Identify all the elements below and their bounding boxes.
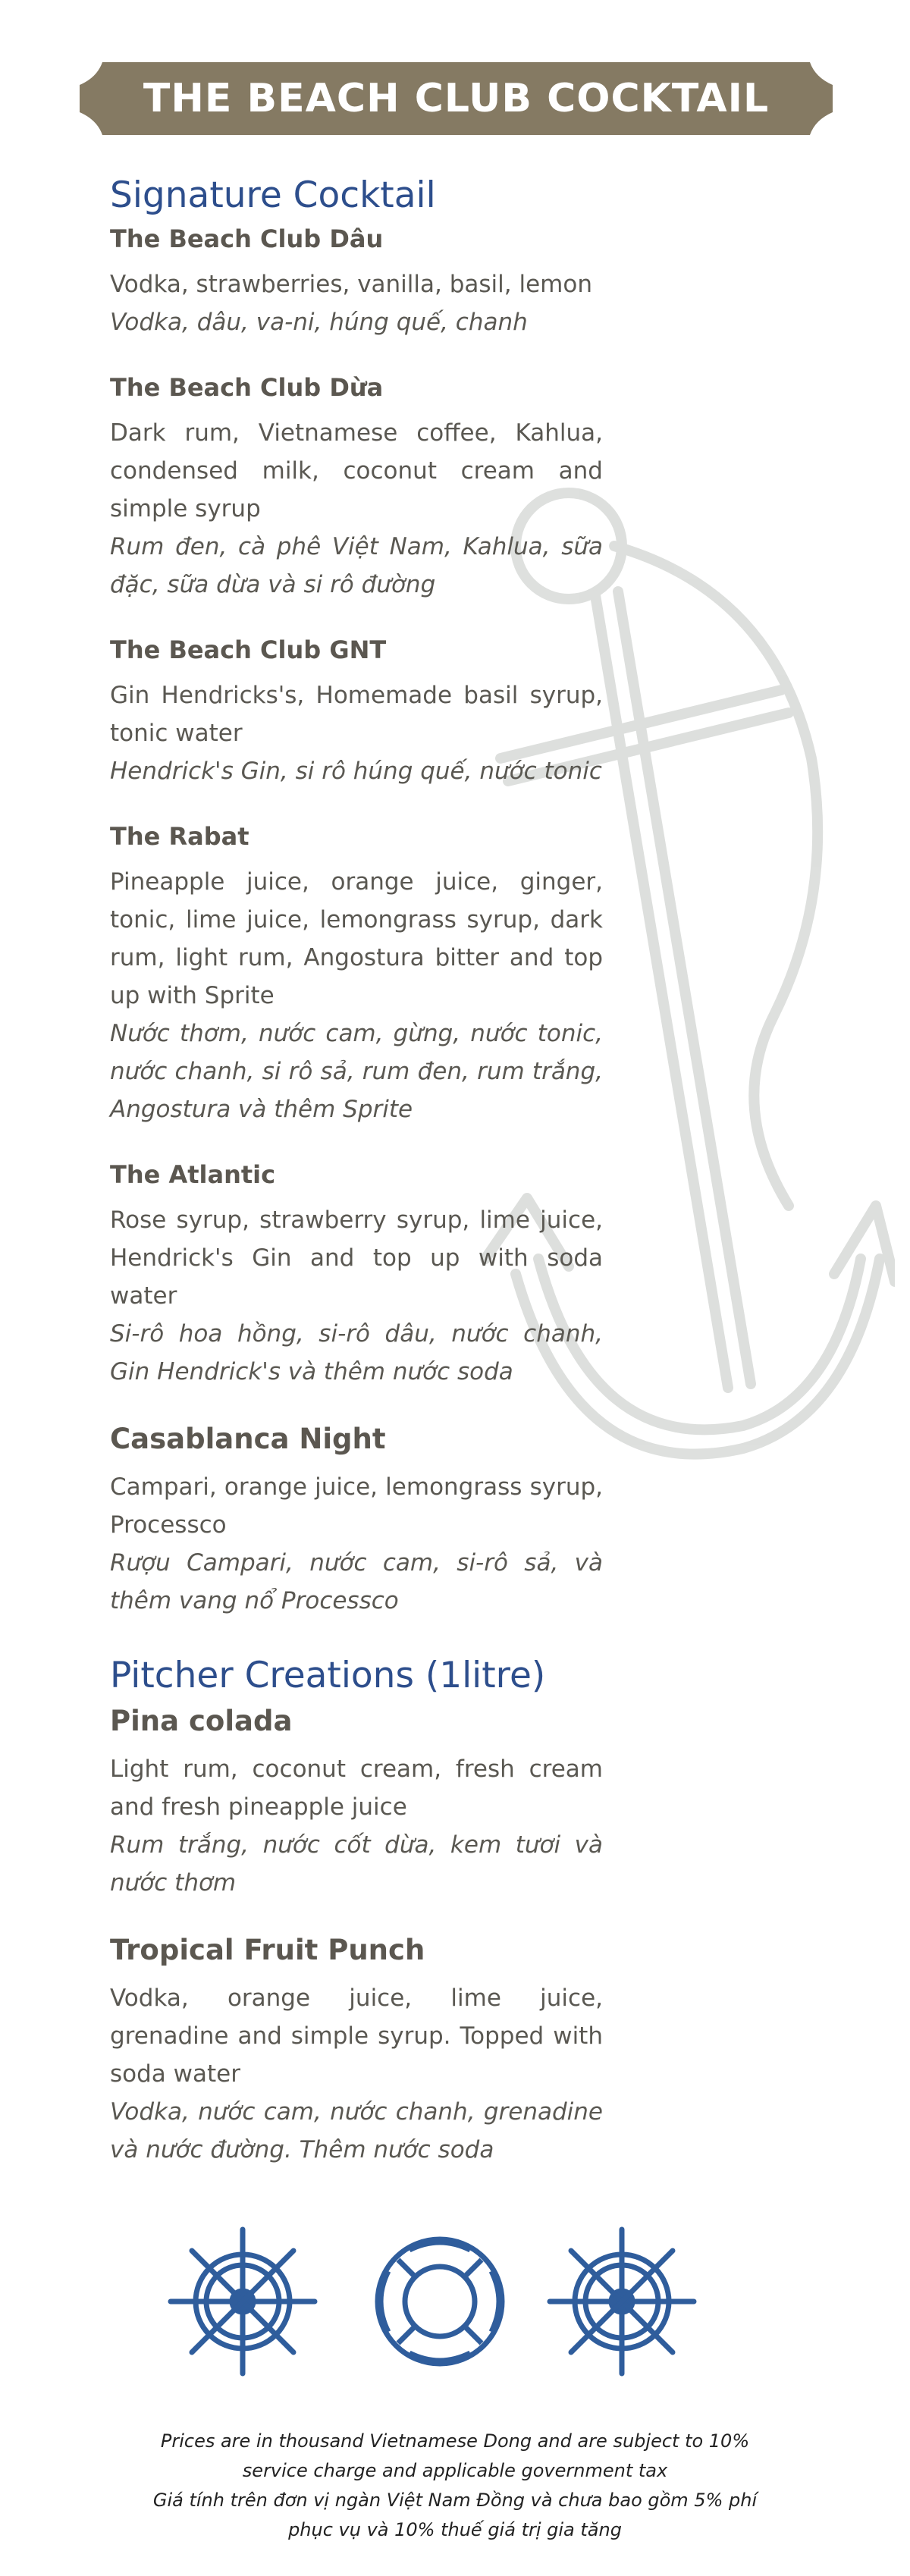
price-note-vn-line: Giá tính trên đơn vị ngàn Việt Nam Đồng và chưa bao gồm 5% phí xyxy=(152,2490,758,2511)
item-description: Campari, orange juice, lemongrass syrup, Processco xyxy=(110,1473,603,1539)
item-description-vn: Hendrick's Gin, si rô húng quế, nước tonic xyxy=(110,758,602,785)
item-description-vn: Rượu Campari, nước cam, si-rô sả, và thêm vang nổ Processco xyxy=(110,1549,603,1614)
menu-item xyxy=(110,370,603,604)
item-name: The Atlantic xyxy=(110,1160,276,1189)
price-note-vn-line: phục vụ và 10% thuế giá trị gia tăng xyxy=(288,2519,622,2540)
menu-item xyxy=(110,1931,603,2169)
item-description: Gin Hendricks's, Homemade basil syrup, tonic water xyxy=(110,682,603,747)
item-name: The Beach Club Dâu xyxy=(110,224,384,253)
menu-item xyxy=(110,221,603,341)
menu-item xyxy=(110,1420,603,1620)
section-title-signature: Signature Cocktail xyxy=(110,174,436,216)
item-description-vn: Vodka, dâu, va-ni, húng quế, chanh xyxy=(110,309,528,336)
item-name: Pina colada xyxy=(110,1705,293,1737)
item-name: The Beach Club GNT xyxy=(110,635,387,664)
page-title: THE BEACH CLUB COCKTAIL xyxy=(143,76,770,121)
item-name: The Beach Club Dừa xyxy=(110,373,384,402)
item-name: Tropical Fruit Punch xyxy=(110,1934,425,1966)
price-note-en-line: service charge and applicable government tax xyxy=(242,2460,668,2481)
item-description-vn: Rum trắng, nước cốt dừa, kem tươi và nước thơm xyxy=(110,1831,603,1897)
item-description: Dark rum, Vietnamese coffee, Kahlua, condensed milk, coconut cream and simple syrup xyxy=(110,419,603,522)
menu-column xyxy=(110,173,603,2198)
life-buoy-icon xyxy=(364,2226,516,2377)
item-description-vn: Vodka, nước cam, nước chanh, grenadine và nước đường. Thêm nước soda xyxy=(110,2098,603,2163)
item-description: Vodka, orange juice, lime juice, grenadine and simple syrup. Topped with soda water xyxy=(110,1985,603,2088)
icon-row xyxy=(167,2226,743,2377)
ship-wheel-icon xyxy=(167,2226,318,2377)
menu-item xyxy=(110,632,603,790)
item-name: Casablanca Night xyxy=(110,1423,386,1455)
item-description-vn: Nước thơm, nước cam, gừng, nước tonic, nước chanh, si rô sả, rum đen, rum trắng, Angostura và thêm Sprite xyxy=(110,1020,603,1123)
ship-wheel-icon xyxy=(546,2226,698,2377)
item-description-vn: Rum đen, cà phê Việt Nam, Kahlua, sữa đặc, sữa dừa và si rô đường xyxy=(110,533,603,598)
item-description-vn: Si-rô hoa hồng, si-rô dâu, nước chanh, Gin Hendrick's và thêm nước soda xyxy=(110,1320,603,1385)
item-description: Rose syrup, strawberry syrup, lime juice, Hendrick's Gin and top up with soda water xyxy=(110,1206,603,1310)
item-description: Pineapple juice, orange juice, ginger, tonic, lime juice, lemongrass syrup, dark rum, light rum, Angostura bitter and top up with Sprite xyxy=(110,868,603,1009)
item-description: Light rum, coconut cream, fresh cream and fresh pineapple juice xyxy=(110,1756,603,1821)
menu-item xyxy=(110,1157,603,1391)
title-banner xyxy=(80,62,833,135)
price-note xyxy=(91,2427,819,2545)
item-name: The Rabat xyxy=(110,822,249,851)
item-description: Vodka, strawberries, vanilla, basil, lemon xyxy=(110,271,592,298)
menu-item xyxy=(110,1702,603,1902)
price-note-en-line: Prices are in thousand Vietnamese Dong and are subject to 10% xyxy=(160,2430,750,2452)
menu-item xyxy=(110,819,603,1128)
section-title-pitcher: Pitcher Creations (1litre) xyxy=(110,1655,546,1696)
